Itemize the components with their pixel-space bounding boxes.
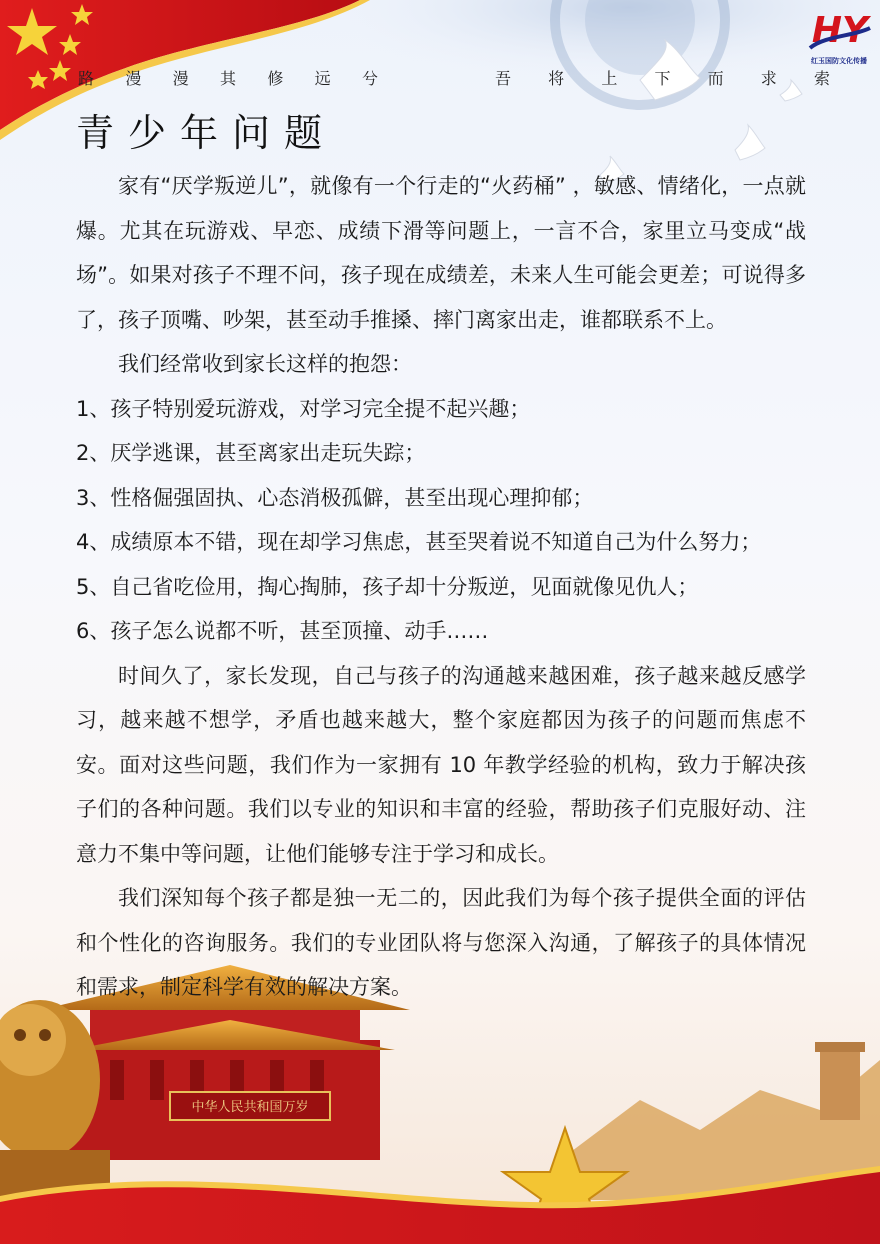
- motto-char: 兮: [361, 69, 378, 88]
- motto-char: 求: [760, 69, 777, 88]
- motto-right: [495, 66, 830, 89]
- page-title: 青少年问题: [76, 111, 337, 155]
- motto-char: 漫: [125, 69, 142, 88]
- complaint-item: 6、孩子怎么说都不听，甚至顶撞、动手……: [76, 619, 489, 643]
- motto-char: 上: [601, 69, 618, 88]
- motto-char: 漫: [172, 69, 189, 88]
- motto-char: 修: [267, 69, 284, 88]
- paragraph-3: 我们深知每个孩子都是独一无二的，因此我们为每个孩子提供全面的评估和个性化的咨询服务。我们的专业团队将与您深入沟通，了解孩子的具体情况和需求，制定科学有效的解决方案。: [76, 886, 806, 999]
- complaint-item: 5、自己省吃俭用，掏心掏肺，孩子却十分叛逆，见面就像见仇人；: [76, 574, 699, 599]
- complaint-item: 3、性格倔强固执、心态消极孤僻，甚至出现心理抑郁；: [76, 485, 594, 510]
- motto-char: 将: [548, 69, 565, 88]
- complaint-item: 2、厌学逃课，甚至离家出走玩失踪；: [76, 441, 426, 465]
- motto-char: 远: [314, 69, 331, 88]
- complaint-item: 1、孩子特别爱玩游戏，对学习完全提不起兴趣；: [76, 396, 531, 421]
- motto-left: [78, 66, 378, 89]
- motto-char: 索: [813, 69, 830, 88]
- motto-char: 而: [707, 69, 724, 88]
- logo-caption: 红玉国防文化传播: [811, 57, 867, 65]
- complaint-item: 4、成绩原本不错，现在却学习焦虑，甚至哭着说不知道自己为什么努力；: [76, 530, 762, 554]
- motto-char: 路: [78, 69, 95, 88]
- motto-char: 其: [219, 69, 236, 88]
- gate-sign-text: 中华人民共和国万岁: [191, 1100, 309, 1115]
- intro-paragraph: 家有“厌学叛逆儿”，就像有一个行走的“火药桶” ，敏感、情绪化，一点就爆。尤其在玩游戏、早恋、成绩下滑等问题上，一言不合，家里立马变成“战场”。如果对孩子不理不问，孩子现在成绩差，未来人生可能会更差；可说得多了，孩子顶嘴、吵架，甚至动手推搡、摔门离家出走，谁都联系不上。: [76, 174, 806, 332]
- logo-mark: HY: [811, 10, 869, 51]
- motto-char: 下: [654, 69, 671, 88]
- paragraph-2: 时间久了，家长发现，自己与孩子的沟通越来越困难，孩子越来越反感学习，越来越不想学，矛盾也越来越大，整个家庭都因为孩子的问题而焦虑不安。面对这些问题，我们作为一家拥有 10 年教学经验的机构，致力于解决孩子们的各种问题。我们以专业的知识和丰富的经验，帮助孩子们克服好动、注意力不集中等问题，让他们能够专注于学习和成长。: [76, 663, 806, 866]
- complaints-intro: 我们经常收到家长这样的抱怨：: [118, 352, 412, 376]
- article-body: [76, 164, 806, 1010]
- motto-char: 吾: [495, 69, 512, 88]
